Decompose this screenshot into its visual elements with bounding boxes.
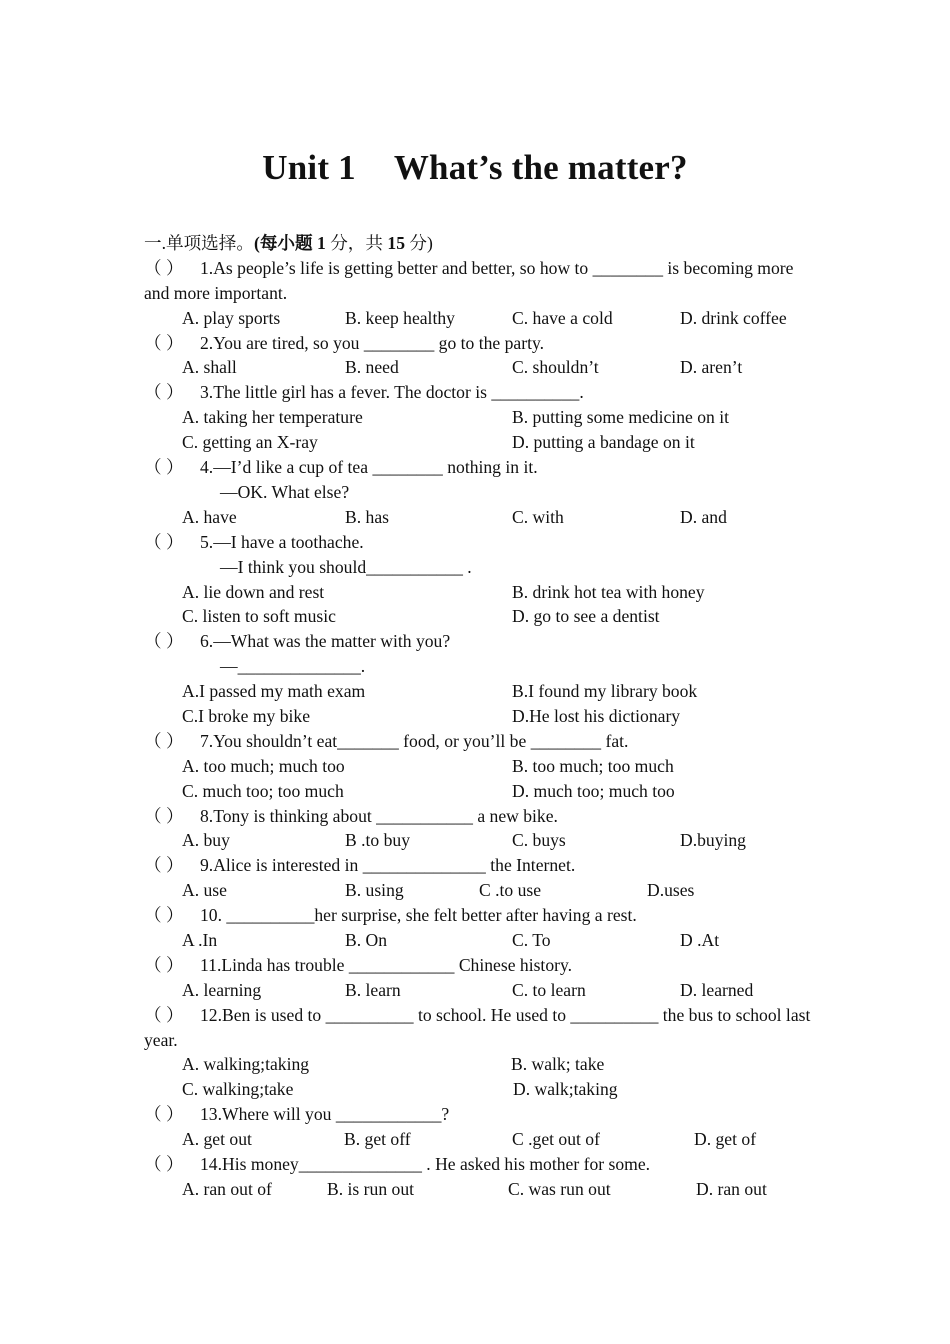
option-c[interactable]: C. have a cold bbox=[512, 307, 613, 328]
option-c[interactable]: C. getting an X-ray bbox=[182, 432, 318, 453]
options-row bbox=[144, 405, 814, 430]
option-d[interactable]: D .At bbox=[680, 929, 720, 950]
answer-blank[interactable]: （ ） bbox=[144, 1154, 184, 1175]
options-row bbox=[144, 828, 814, 853]
option-c[interactable]: C. To bbox=[512, 929, 551, 950]
answer-blank[interactable]: （ ） bbox=[144, 531, 184, 552]
option-d[interactable]: D. get of bbox=[694, 1129, 757, 1150]
question-reply: —I think you should___________ . bbox=[220, 556, 472, 577]
question-text: 3.The little girl has a fever. The doctor is __________. bbox=[200, 382, 584, 403]
question-text: 9.Alice is interested in ______________ the Internet. bbox=[200, 855, 576, 876]
question-7 bbox=[144, 729, 814, 754]
question-text: 6.—What was the matter with you? bbox=[200, 631, 451, 652]
option-b[interactable]: B.I found my library book bbox=[512, 681, 698, 702]
question-14 bbox=[144, 1152, 814, 1177]
options-row bbox=[144, 1127, 814, 1152]
answer-blank[interactable]: （ ） bbox=[144, 1104, 184, 1125]
options-row bbox=[144, 604, 814, 629]
option-b[interactable]: B. too much; too much bbox=[512, 755, 674, 776]
options-row bbox=[144, 355, 814, 380]
option-a[interactable]: A. taking her temperature bbox=[182, 407, 363, 428]
options-row bbox=[144, 1077, 814, 1102]
exercise-body bbox=[144, 231, 814, 1202]
question-text: 10. __________her surprise, she felt better after having a rest. bbox=[200, 905, 637, 926]
answer-blank[interactable]: （ ） bbox=[144, 257, 184, 278]
question-6 bbox=[144, 629, 814, 654]
option-a[interactable]: A. have bbox=[182, 506, 237, 527]
options-row bbox=[144, 978, 814, 1003]
option-b[interactable]: B. get off bbox=[344, 1129, 411, 1150]
answer-blank[interactable]: （ ） bbox=[144, 382, 184, 403]
option-d[interactable]: D. drink coffee bbox=[680, 307, 787, 328]
answer-blank[interactable]: （ ） bbox=[144, 631, 184, 652]
answer-blank[interactable]: （ ） bbox=[144, 730, 184, 751]
question-text: 11.Linda has trouble ____________ Chinese history. bbox=[200, 954, 573, 975]
options-row bbox=[144, 928, 814, 953]
options-row bbox=[144, 679, 814, 704]
option-d[interactable]: D. walk;taking bbox=[513, 1079, 618, 1100]
question-text: 14.His money______________ . He asked his mother for some. bbox=[200, 1154, 651, 1175]
question-9 bbox=[144, 853, 814, 878]
option-d[interactable]: D.uses bbox=[647, 880, 695, 901]
option-a[interactable]: A .In bbox=[182, 929, 218, 950]
options-row bbox=[144, 580, 814, 605]
question-text: 5.—I have a toothache. bbox=[200, 531, 364, 552]
option-d[interactable]: D. ran out bbox=[696, 1178, 767, 1199]
question-text: 1.As people’s life is getting better and better, so how to ________ is becoming more and more important. bbox=[144, 257, 794, 303]
option-b[interactable]: B. need bbox=[345, 357, 399, 378]
question-4 bbox=[144, 455, 814, 480]
question-reply: —______________. bbox=[220, 656, 366, 677]
page-title bbox=[0, 148, 950, 188]
answer-blank[interactable]: （ ） bbox=[144, 1004, 184, 1025]
options-row bbox=[144, 754, 814, 779]
options-row bbox=[144, 878, 814, 903]
option-c[interactable]: C.I broke my bike bbox=[182, 705, 311, 726]
question-text: 4.—I’d like a cup of tea ________ nothing in it. bbox=[200, 457, 538, 478]
question-1 bbox=[144, 256, 814, 306]
question-13 bbox=[144, 1102, 814, 1127]
option-c[interactable]: C. shouldn’t bbox=[512, 357, 599, 378]
option-a[interactable]: A. learning bbox=[182, 979, 262, 1000]
answer-blank[interactable]: （ ） bbox=[144, 954, 184, 975]
option-d[interactable]: D. learned bbox=[680, 979, 754, 1000]
question-text: 8.Tony is thinking about ___________ a new bike. bbox=[200, 805, 558, 826]
option-c[interactable]: C. with bbox=[512, 506, 564, 527]
question-text: 12.Ben is used to __________ to school. He used to __________ the bus to school last year. bbox=[144, 1004, 811, 1050]
options-row bbox=[144, 1177, 814, 1202]
question-text: 2.You are tired, so you ________ go to the party. bbox=[200, 332, 545, 353]
option-b[interactable]: B. learn bbox=[345, 979, 401, 1000]
option-a[interactable]: A. lie down and rest bbox=[182, 581, 325, 602]
option-c[interactable]: C. buys bbox=[512, 830, 566, 851]
option-d[interactable]: D.He lost his dictionary bbox=[512, 705, 681, 726]
option-c[interactable]: C. listen to soft music bbox=[182, 606, 336, 627]
option-c[interactable]: C .to use bbox=[479, 880, 542, 901]
option-a[interactable]: A. buy bbox=[182, 830, 230, 851]
question-text: 7.You shouldn’t eat_______ food, or you’ll be ________ fat. bbox=[200, 730, 629, 751]
option-c[interactable]: C. to learn bbox=[512, 979, 586, 1000]
question-reply: —OK. What else? bbox=[220, 481, 350, 502]
option-a[interactable]: A. walking;taking bbox=[182, 1054, 310, 1075]
option-b[interactable]: B .to buy bbox=[345, 830, 411, 851]
option-a[interactable]: A. get out bbox=[182, 1129, 252, 1150]
options-row bbox=[144, 430, 814, 455]
options-row bbox=[144, 306, 814, 331]
question-12 bbox=[144, 1003, 814, 1053]
option-a[interactable]: A. use bbox=[182, 880, 227, 901]
option-b[interactable]: B. drink hot tea with honey bbox=[512, 581, 705, 602]
option-d[interactable]: D. go to see a dentist bbox=[512, 606, 660, 627]
question-11 bbox=[144, 953, 814, 978]
option-a[interactable]: A. too much; much too bbox=[182, 755, 345, 776]
option-b[interactable]: B. putting some medicine on it bbox=[512, 407, 729, 428]
section-heading: 一.单项选择。(每小题 1 分，共 15 分) bbox=[144, 233, 433, 253]
option-d[interactable]: D. much too; much too bbox=[512, 780, 675, 801]
options-row bbox=[144, 779, 814, 804]
question-10 bbox=[144, 903, 814, 928]
answer-blank[interactable]: （ ） bbox=[144, 855, 184, 876]
question-5 bbox=[144, 530, 814, 555]
options-row bbox=[144, 505, 814, 530]
answer-blank[interactable]: （ ） bbox=[144, 805, 184, 826]
option-b[interactable]: B. using bbox=[345, 880, 404, 901]
answer-blank[interactable]: （ ） bbox=[144, 457, 184, 478]
option-a[interactable]: A. ran out of bbox=[182, 1178, 272, 1199]
option-a[interactable]: A. play sports bbox=[182, 307, 281, 328]
option-b[interactable]: B. walk; take bbox=[511, 1054, 605, 1075]
title-unit: Unit 1 bbox=[262, 148, 356, 187]
option-a[interactable]: A.I passed my math exam bbox=[182, 681, 366, 702]
option-d[interactable]: D. aren’t bbox=[680, 357, 743, 378]
option-c[interactable]: C. was run out bbox=[508, 1178, 611, 1199]
option-b[interactable]: B. has bbox=[345, 506, 389, 527]
option-b[interactable]: B. is run out bbox=[327, 1178, 414, 1199]
options-row bbox=[144, 1052, 814, 1077]
answer-blank[interactable]: （ ） bbox=[144, 905, 184, 926]
question-2 bbox=[144, 331, 814, 356]
option-c[interactable]: C. much too; too much bbox=[182, 780, 344, 801]
option-d[interactable]: D. putting a bandage on it bbox=[512, 432, 695, 453]
options-row bbox=[144, 704, 814, 729]
option-d[interactable]: D. and bbox=[680, 506, 727, 527]
option-b[interactable]: B. keep healthy bbox=[345, 307, 455, 328]
option-c[interactable]: C .get out of bbox=[512, 1129, 600, 1150]
option-c[interactable]: C. walking;take bbox=[182, 1079, 294, 1100]
option-b[interactable]: B. On bbox=[345, 929, 388, 950]
option-d[interactable]: D.buying bbox=[680, 830, 746, 851]
question-8 bbox=[144, 804, 814, 829]
title-topic: What’s the matter? bbox=[393, 148, 688, 187]
question-3 bbox=[144, 380, 814, 405]
option-a[interactable]: A. shall bbox=[182, 357, 237, 378]
answer-blank[interactable]: （ ） bbox=[144, 332, 184, 353]
question-text: 13.Where will you ____________? bbox=[200, 1104, 450, 1125]
